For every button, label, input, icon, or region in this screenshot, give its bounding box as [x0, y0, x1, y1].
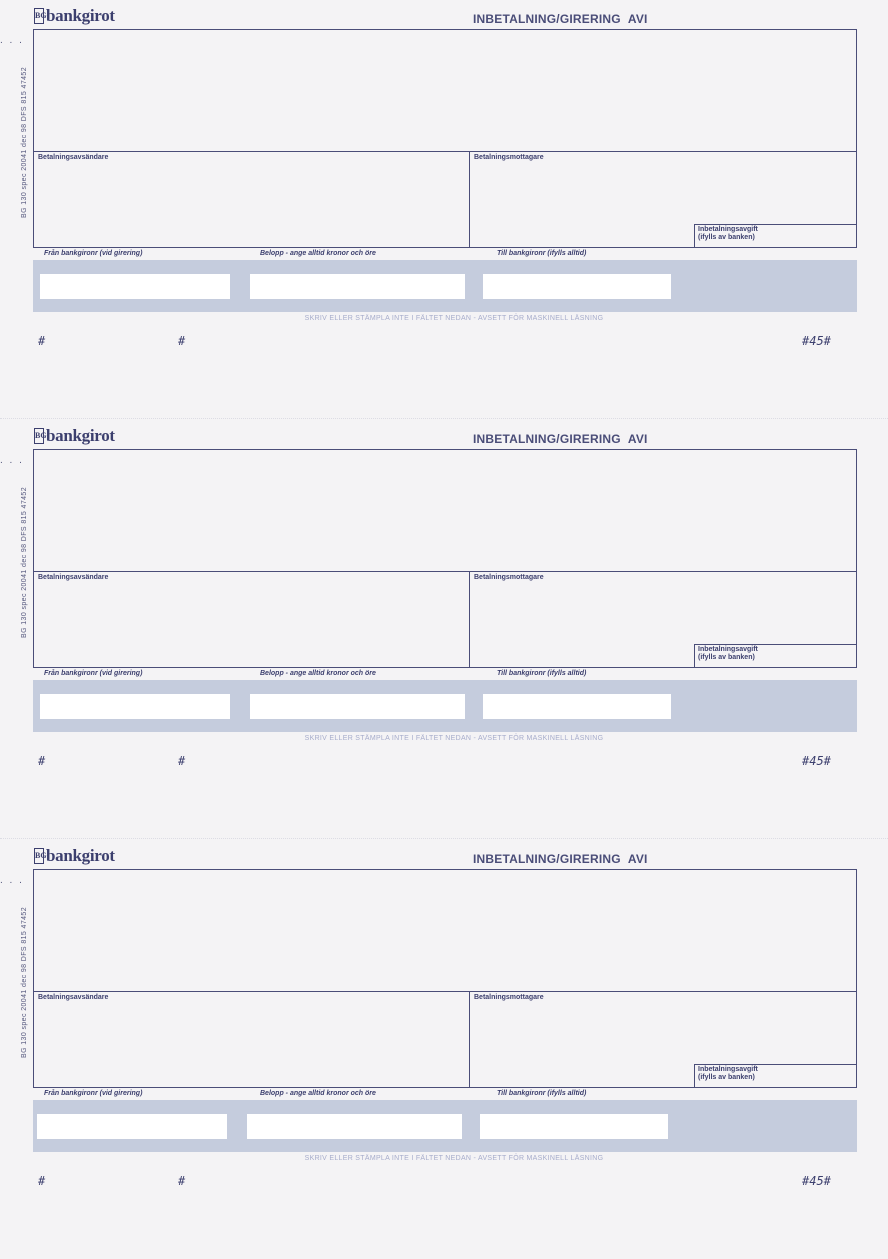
- logo-mark: BG: [34, 848, 44, 864]
- bankgirot-logo: [34, 426, 115, 446]
- entry-band: [33, 1100, 857, 1152]
- sender-label: Betalningsavsändare: [38, 994, 109, 1001]
- from-account-field[interactable]: [40, 274, 230, 299]
- bankgirot-logo: [34, 846, 115, 866]
- logo-text: bankgirot: [46, 846, 115, 865]
- logo-mark: BG: [34, 8, 44, 24]
- form-box: [33, 29, 857, 248]
- amount-label: Belopp - ange alltid kronor och öre: [260, 670, 376, 677]
- fee-label: Inbetalningsavgift: [698, 646, 758, 653]
- amount-field[interactable]: [247, 1114, 462, 1139]
- ocr-hash: #: [38, 1174, 46, 1188]
- payment-slip-1: [0, 0, 888, 419]
- to-account-label: Till bankgironr (ifylls alltid): [497, 1090, 587, 1097]
- fee-box: [694, 644, 856, 667]
- machine-reading-notice: SKRIV ELLER STÄMPLA INTE I FÄLTET NEDAN - AVSETT FÖR MASKINELL LÄSNING: [304, 1155, 604, 1162]
- divider: [34, 991, 856, 992]
- fee-box: [694, 1064, 856, 1087]
- bankgirot-logo: [34, 6, 115, 26]
- sender-label: Betalningsavsändare: [38, 154, 109, 161]
- form-title: INBETALNING/GIRERING AVI: [473, 12, 648, 26]
- ocr-hash: #: [38, 334, 46, 348]
- fee-box: [694, 224, 856, 247]
- to-account-field[interactable]: [480, 1114, 668, 1139]
- ocr-hash: #: [38, 754, 46, 768]
- amount-field[interactable]: [250, 274, 465, 299]
- fee-label: Inbetalningsavgift: [698, 226, 758, 233]
- from-account-field[interactable]: [40, 694, 230, 719]
- ocr-code: #45#: [802, 1174, 831, 1188]
- fee-label: Inbetalningsavgift: [698, 1066, 758, 1073]
- recipient-label: Betalningsmottagare: [474, 574, 544, 581]
- fee-label-note: (ifylls av banken): [698, 234, 755, 241]
- form-title: INBETALNING/GIRERING AVI: [473, 432, 648, 446]
- divider: [34, 571, 856, 572]
- fee-label-note: (ifylls av banken): [698, 654, 755, 661]
- recipient-label: Betalningsmottagare: [474, 994, 544, 1001]
- to-account-label: Till bankgironr (ifylls alltid): [497, 250, 587, 257]
- logo-mark: BG: [34, 428, 44, 444]
- tear-line: [0, 838, 888, 839]
- to-account-field[interactable]: [483, 694, 671, 719]
- amount-field[interactable]: [250, 694, 465, 719]
- ocr-code: #45#: [802, 334, 831, 348]
- entry-band: [33, 260, 857, 312]
- from-account-field[interactable]: [37, 1114, 227, 1139]
- ocr-code: #45#: [802, 754, 831, 768]
- form-box: [33, 869, 857, 1088]
- logo-text: bankgirot: [46, 6, 115, 25]
- ocr-hash: #: [178, 754, 186, 768]
- tear-line: [0, 418, 888, 419]
- side-form-code: BG 130 spec 20041 dec 98 DFS 815 47452: [21, 66, 28, 218]
- perforation-marks: . . .: [0, 875, 24, 886]
- machine-reading-notice: SKRIV ELLER STÄMPLA INTE I FÄLTET NEDAN - AVSETT FÖR MASKINELL LÄSNING: [304, 735, 604, 742]
- side-form-code: BG 130 spec 20041 dec 98 DFS 815 47452: [21, 486, 28, 638]
- to-account-field[interactable]: [483, 274, 671, 299]
- divider: [469, 571, 470, 667]
- form-box: [33, 449, 857, 668]
- recipient-label: Betalningsmottagare: [474, 154, 544, 161]
- amount-label: Belopp - ange alltid kronor och öre: [260, 250, 376, 257]
- ocr-hash: #: [178, 1174, 186, 1188]
- amount-label: Belopp - ange alltid kronor och öre: [260, 1090, 376, 1097]
- divider: [469, 991, 470, 1087]
- perforation-marks: . . .: [0, 455, 24, 466]
- ocr-hash: #: [178, 334, 186, 348]
- side-form-code: BG 130 spec 20041 dec 98 DFS 815 47452: [21, 906, 28, 1058]
- payment-slip-2: [0, 420, 888, 839]
- from-account-label: Från bankgironr (vid girering): [44, 670, 143, 677]
- fee-label-note: (ifylls av banken): [698, 1074, 755, 1081]
- to-account-label: Till bankgironr (ifylls alltid): [497, 670, 587, 677]
- sender-label: Betalningsavsändare: [38, 574, 109, 581]
- from-account-label: Från bankgironr (vid girering): [44, 250, 143, 257]
- payment-slip-3: [0, 840, 888, 1259]
- divider: [469, 151, 470, 247]
- divider: [34, 151, 856, 152]
- entry-band: [33, 680, 857, 732]
- machine-reading-notice: SKRIV ELLER STÄMPLA INTE I FÄLTET NEDAN - AVSETT FÖR MASKINELL LÄSNING: [304, 315, 604, 322]
- from-account-label: Från bankgironr (vid girering): [44, 1090, 143, 1097]
- form-title: INBETALNING/GIRERING AVI: [473, 852, 648, 866]
- logo-text: bankgirot: [46, 426, 115, 445]
- perforation-marks: . . .: [0, 35, 24, 46]
